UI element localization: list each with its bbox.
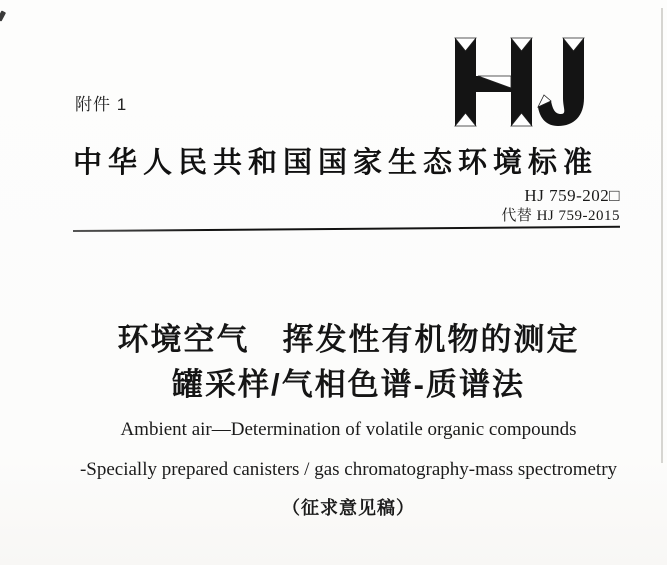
header-divider [73,226,620,232]
scan-artifact-speck [0,10,6,21]
doc-title-cn-line2: 罐采样/气相色谱-质谱法 [172,367,525,402]
attachment-label: 附件 1 [75,95,128,114]
draft-status: （征求意见稿） [282,498,415,518]
doc-title-en-line2: -Specially prepared canisters / gas chromatography-mass spectrometry [79,459,618,480]
doc-title-cn-line1: 环境空气 挥发性有机物的测定 [117,322,580,357]
org-title: 中华人民共和国国家生态环境标准 [73,147,599,179]
doc-title-en-line1: Ambient air—Determination of volatile organic compounds [120,419,577,440]
replaces-note: 代替 HJ 759-2015 [501,208,620,224]
standard-number: HJ 759-202□ [524,186,620,205]
hj-logo-icon [452,36,592,128]
standard-number-block [501,185,620,227]
